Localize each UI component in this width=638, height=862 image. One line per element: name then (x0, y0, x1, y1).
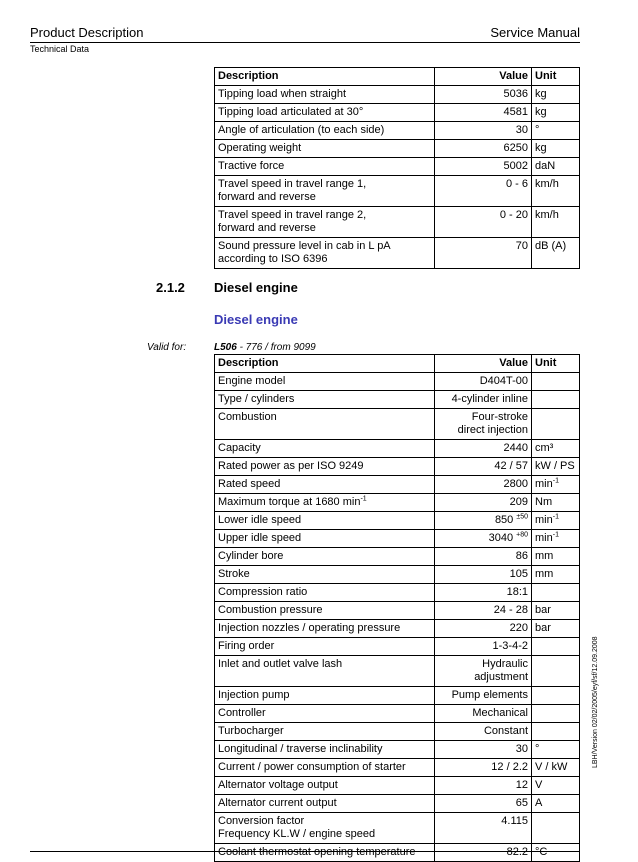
col-header-value: Value (435, 68, 532, 86)
col-header-value: Value (435, 355, 532, 373)
header-subtitle: Technical Data (30, 44, 90, 54)
table-row (215, 494, 580, 512)
cell-value: 30 (435, 122, 532, 140)
table-row (215, 476, 580, 494)
cell-value: 12 / 2.2 (435, 759, 532, 777)
cell-value: Mechanical (435, 705, 532, 723)
header-rule (30, 42, 580, 43)
cell-unit: $\min^{-1}$ (532, 530, 580, 548)
cell-description: Inlet and outlet valve lash (215, 656, 435, 687)
table-row (215, 777, 580, 795)
cell-unit (532, 687, 580, 705)
cell-unit: $\min^{-1}$ (532, 476, 580, 494)
table-row (215, 759, 580, 777)
valid-for-label: Valid for: (147, 342, 187, 353)
general-data-table (214, 67, 580, 269)
cell-unit: km/h (532, 207, 580, 238)
section-title: Diesel engine (214, 280, 298, 295)
col-header-description: Description (215, 68, 435, 86)
cell-description: Coolant thermostat opening temperature (215, 844, 435, 862)
cell-description: Tipping load articulated at 30° (215, 104, 435, 122)
cell-value: 1-3-4-2 (435, 638, 532, 656)
section-number: 2.1.2 (156, 280, 185, 295)
cell-unit: km/h (532, 176, 580, 207)
cell-value: 4.115 (435, 813, 532, 844)
cell-unit (532, 409, 580, 440)
table-row (215, 158, 580, 176)
table-row (215, 391, 580, 409)
table-row (215, 409, 580, 440)
cell-value: 2800 (435, 476, 532, 494)
table-row (215, 705, 580, 723)
engine-data-table (214, 354, 580, 862)
col-header-unit: Unit (532, 355, 580, 373)
cell-unit: daN (532, 158, 580, 176)
cell-description: Firing order (215, 638, 435, 656)
table-row (215, 176, 580, 207)
cell-description: Operating weight (215, 140, 435, 158)
cell-unit (532, 813, 580, 844)
table-row (215, 795, 580, 813)
cell-description: Lower idle speed (215, 512, 435, 530)
cell-value: 86 (435, 548, 532, 566)
cell-description: Conversion factor Frequency KL.W / engine speed (215, 813, 435, 844)
table-row (215, 656, 580, 687)
cell-unit: °C (532, 844, 580, 862)
cell-description: Injection nozzles / operating pressure (215, 620, 435, 638)
cell-unit: bar (532, 602, 580, 620)
cell-value: 30 (435, 741, 532, 759)
cell-unit: kg (532, 86, 580, 104)
cell-unit: $\min^{-1}$ (532, 512, 580, 530)
cell-value: 12 (435, 777, 532, 795)
cell-unit (532, 656, 580, 687)
cell-value: 220 (435, 620, 532, 638)
col-header-unit: Unit (532, 68, 580, 86)
cell-unit: kW / PS (532, 458, 580, 476)
cell-description: Travel speed in travel range 1, forward and reverse (215, 176, 435, 207)
cell-description: Stroke (215, 566, 435, 584)
cell-value: 5036 (435, 86, 532, 104)
cell-value: 65 (435, 795, 532, 813)
cell-description: Cylinder bore (215, 548, 435, 566)
cell-value: 4581 (435, 104, 532, 122)
col-header-description: Description (215, 355, 435, 373)
cell-unit: bar (532, 620, 580, 638)
cell-unit: kg (532, 104, 580, 122)
section-subtitle: Diesel engine (214, 312, 298, 327)
cell-value: D404T-00 (435, 373, 532, 391)
table-row (215, 813, 580, 844)
cell-unit: Nm (532, 494, 580, 512)
cell-value: 5002 (435, 158, 532, 176)
table-row (215, 566, 580, 584)
cell-unit (532, 638, 580, 656)
cell-unit (532, 373, 580, 391)
cell-value: Four-stroke direct injection (435, 409, 532, 440)
cell-unit: cm³ (532, 440, 580, 458)
table-header-row (215, 68, 580, 86)
table-row (215, 638, 580, 656)
cell-unit: mm (532, 566, 580, 584)
table-row (215, 844, 580, 862)
cell-unit: V / kW (532, 759, 580, 777)
cell-description: Type / cylinders (215, 391, 435, 409)
cell-description: Engine model (215, 373, 435, 391)
cell-value: 6250 (435, 140, 532, 158)
cell-value: 82.2 (435, 844, 532, 862)
cell-unit (532, 391, 580, 409)
table-row (215, 723, 580, 741)
table-row (215, 512, 580, 530)
cell-unit: mm (532, 548, 580, 566)
cell-description: Alternator voltage output (215, 777, 435, 795)
valid-for-value: L506 - 776 / from 9099 (214, 342, 316, 353)
table-row (215, 104, 580, 122)
cell-description: Combustion pressure (215, 602, 435, 620)
cell-value: 105 (435, 566, 532, 584)
cell-description: Turbocharger (215, 723, 435, 741)
cell-unit: dB (A) (532, 238, 580, 269)
table-row (215, 373, 580, 391)
cell-value: 18:1 (435, 584, 532, 602)
version-note: LBH/Version 02/02/2005/eyf/sf/12.09.2008 (592, 636, 599, 768)
cell-value: 0 - 6 (435, 176, 532, 207)
cell-description: Current / power consumption of starter (215, 759, 435, 777)
cell-value: Pump elements (435, 687, 532, 705)
cell-unit: V (532, 777, 580, 795)
cell-unit: A (532, 795, 580, 813)
cell-description: Travel speed in travel range 2, forward and reverse (215, 207, 435, 238)
cell-value: 0 - 20 (435, 207, 532, 238)
cell-value: 4-cylinder inline (435, 391, 532, 409)
cell-value: 24 - 28 (435, 602, 532, 620)
cell-description: Combustion (215, 409, 435, 440)
cell-description: Rated speed (215, 476, 435, 494)
table-row (215, 741, 580, 759)
cell-description: Injection pump (215, 687, 435, 705)
cell-description: Tractive force (215, 158, 435, 176)
cell-value: 70 (435, 238, 532, 269)
table-row (215, 140, 580, 158)
cell-description: Maximum torque at 1680 $\min^{-1}$ (215, 494, 435, 512)
table-row (215, 440, 580, 458)
table-row (215, 584, 580, 602)
cell-value: Constant (435, 723, 532, 741)
table-row (215, 687, 580, 705)
header-title: Product Description (30, 25, 144, 40)
cell-unit: ° (532, 122, 580, 140)
cell-description: Compression ratio (215, 584, 435, 602)
cell-description: Alternator current output (215, 795, 435, 813)
cell-description: Controller (215, 705, 435, 723)
table-row (215, 122, 580, 140)
cell-unit: ° (532, 741, 580, 759)
cell-value: 209 (435, 494, 532, 512)
table-row (215, 458, 580, 476)
cell-unit: kg (532, 140, 580, 158)
table-row (215, 620, 580, 638)
cell-unit (532, 723, 580, 741)
footer-rule (30, 851, 580, 852)
cell-value: 42 / 57 (435, 458, 532, 476)
header-manual-name: Service Manual (490, 25, 580, 40)
cell-unit (532, 705, 580, 723)
cell-description: Longitudinal / traverse inclinability (215, 741, 435, 759)
cell-value: 850 $^{\pm 50}$ (435, 512, 532, 530)
cell-value: 3040 $^{+80}$ (435, 530, 532, 548)
cell-value: Hydraulic adjustment (435, 656, 532, 687)
table-row (215, 207, 580, 238)
table-header-row (215, 355, 580, 373)
table-row (215, 530, 580, 548)
cell-description: Sound pressure level in cab in L pA according to ISO 6396 (215, 238, 435, 269)
table-row (215, 238, 580, 269)
table-row (215, 602, 580, 620)
table-row (215, 548, 580, 566)
cell-value: 2440 (435, 440, 532, 458)
cell-description: Rated power as per ISO 9249 (215, 458, 435, 476)
cell-description: Tipping load when straight (215, 86, 435, 104)
cell-description: Upper idle speed (215, 530, 435, 548)
cell-description: Angle of articulation (to each side) (215, 122, 435, 140)
cell-unit (532, 584, 580, 602)
table-row (215, 86, 580, 104)
cell-description: Capacity (215, 440, 435, 458)
